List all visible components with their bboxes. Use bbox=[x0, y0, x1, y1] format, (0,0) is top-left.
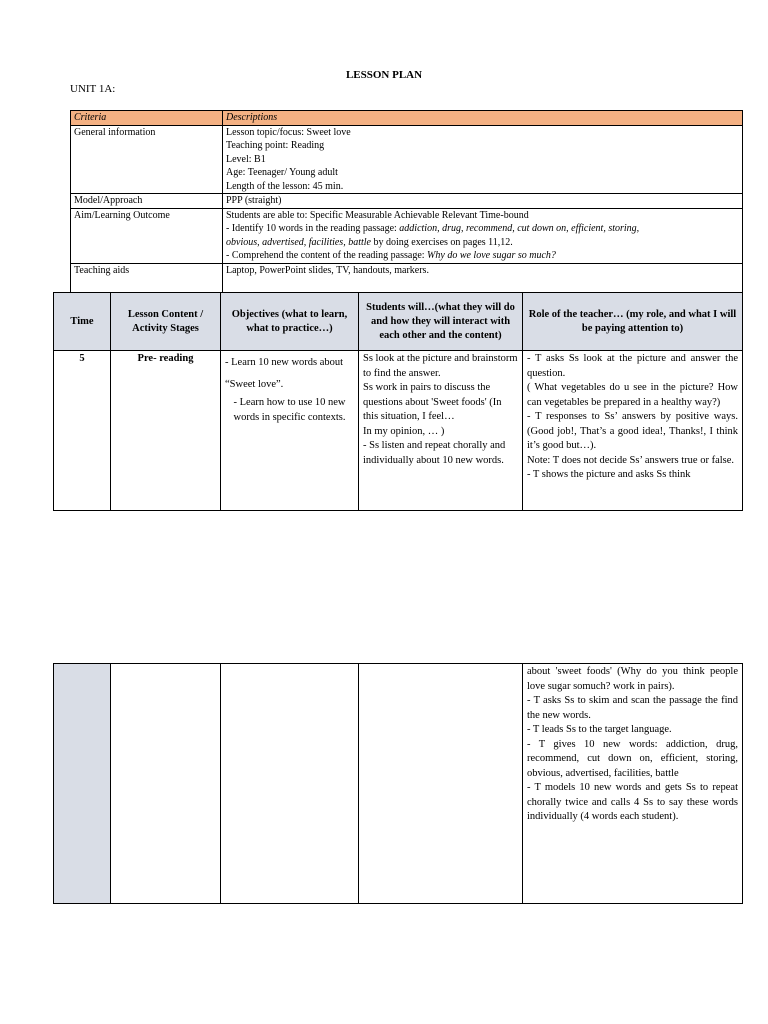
general-info-value bbox=[223, 125, 743, 194]
stages-header-row bbox=[54, 293, 743, 351]
aim-line-2-words: addiction, drug, recommend, cut down on, efficient, storing, bbox=[399, 223, 640, 234]
pre-reading-row bbox=[54, 351, 743, 511]
teacher-text-clip bbox=[527, 352, 738, 508]
aim-line-3-words: obvious, advertised, facilities, battle bbox=[226, 236, 371, 248]
model-row bbox=[71, 194, 743, 209]
teacher-cell bbox=[523, 351, 743, 511]
students-activity-3: In my opinion, … ) bbox=[363, 425, 445, 437]
aim-line-4-question: Why do we love sugar so much? bbox=[427, 250, 556, 261]
aim-line-4-text: - Comprehend the content of the reading passage: bbox=[226, 250, 428, 261]
teacher-action-1: - T asks Ss look at the picture and answer the question. bbox=[527, 353, 738, 379]
time-cell: 5 bbox=[54, 351, 111, 511]
lesson-info-table bbox=[70, 110, 743, 295]
aids-label: Teaching aids bbox=[71, 263, 223, 294]
students-activity-2: Ss work in pairs to discuss the questions about 'Sweet foods' (In this situation, I feel… bbox=[363, 382, 502, 422]
teacher-action-5: about 'sweet foods' (Why do you think people love sugar somuch? work in pairs). bbox=[527, 666, 738, 692]
page-title: LESSON PLAN bbox=[345, 69, 423, 81]
criteria-header: Criteria bbox=[71, 111, 223, 126]
continuation-objectives-cell bbox=[221, 664, 359, 904]
teacher-action-7: - T leads Ss to the target language. bbox=[527, 724, 672, 735]
descriptions-header: Descriptions bbox=[223, 111, 743, 126]
aim-line-1: Students are able to: Specific Measurable Achievable Relevant Time-bound bbox=[226, 209, 529, 221]
teacher-action-9: - T models 10 new words and gets Ss to repeat chorally twice and calls 4 Ss to say these words individually (4 words each student). bbox=[527, 782, 738, 822]
continuation-time-cell bbox=[54, 664, 111, 904]
teaching-point-line: Teaching point: Reading bbox=[226, 140, 325, 151]
aim-line-3-text: by doing exercises on pages 11,12. bbox=[370, 236, 513, 248]
topic-line: Lesson topic/focus: Sweet love bbox=[226, 126, 351, 138]
age-line: Age: Teenager/ Young adult bbox=[226, 167, 338, 178]
content-header: Lesson Content / Activity Stages bbox=[111, 293, 221, 351]
stage-cell: Pre- reading bbox=[111, 351, 221, 511]
students-activity-4: - Ss listen and repeat chorally and individually about 10 new words. bbox=[363, 440, 506, 466]
level-line: Level: B1 bbox=[226, 153, 266, 165]
teacher-action-4: - T shows the picture and asks Ss think bbox=[527, 469, 691, 480]
continuation-teacher-cell bbox=[523, 664, 743, 904]
teacher-action-3: - T responses to Ss’ answers by positive ways. (Good job!, That’s a good idea!, Thanks!, I think it’s good but…). bbox=[527, 411, 738, 451]
objectives-header: Objectives (what to learn, what to practice…) bbox=[221, 293, 359, 351]
teacher-action-2: ( What vegetables do u see in the picture? How can vegetables be prepared in a healthy way?) bbox=[527, 382, 738, 408]
students-cell bbox=[359, 351, 523, 511]
continuation-row bbox=[54, 664, 743, 904]
lesson-stages-table bbox=[53, 292, 743, 511]
unit-label: UNIT 1A: bbox=[70, 83, 116, 95]
teacher-note: Note: T does not decide Ss’ answers true or false. bbox=[527, 454, 735, 466]
teacher-action-8: - T gives 10 new words: addiction, drug, recommend, cut down on, efficient, storing, obvious, advertised, facilities, battle bbox=[527, 738, 738, 779]
model-value: PPP (straight) bbox=[223, 194, 743, 209]
teacher-action-6: - T asks Ss to skim and scan the passage the find the new words. bbox=[527, 695, 738, 721]
model-label: Model/Approach bbox=[71, 194, 223, 209]
continuation-students-cell bbox=[359, 664, 523, 904]
continuation-table bbox=[53, 663, 743, 904]
students-activity-1: Ss look at the picture and brainstorm to find the answer. bbox=[363, 353, 518, 379]
aim-row bbox=[71, 208, 743, 263]
aim-line-3 bbox=[226, 236, 739, 250]
length-line: Length of the lesson: 45 min. bbox=[226, 180, 344, 192]
objective-2: - Learn how to use 10 new words in specific contexts. bbox=[233, 397, 346, 423]
objective-1: - Learn 10 new words about “Sweet love”. bbox=[225, 357, 344, 390]
aim-line-2 bbox=[226, 222, 739, 236]
aids-row bbox=[71, 263, 743, 294]
continuation-stage-cell bbox=[111, 664, 221, 904]
general-info-label: General information bbox=[71, 125, 223, 194]
students-header: Students will…(what they will do and how they will interact with each other and the content) bbox=[359, 293, 523, 351]
general-info-row bbox=[71, 125, 743, 194]
teacher-header: Role of the teacher… (my role, and what I will be paying attention to) bbox=[523, 293, 743, 351]
time-header: Time bbox=[54, 293, 111, 351]
aim-value bbox=[223, 208, 743, 263]
aim-line-2-text: - Identify 10 words in the reading passage: bbox=[226, 223, 400, 234]
info-header-row bbox=[71, 111, 743, 126]
aim-label: Aim/Learning Outcome bbox=[71, 208, 223, 263]
objectives-cell bbox=[221, 351, 359, 511]
aids-value: Laptop, PowerPoint slides, TV, handouts, markers. bbox=[223, 263, 743, 294]
aim-line-4 bbox=[226, 249, 739, 263]
